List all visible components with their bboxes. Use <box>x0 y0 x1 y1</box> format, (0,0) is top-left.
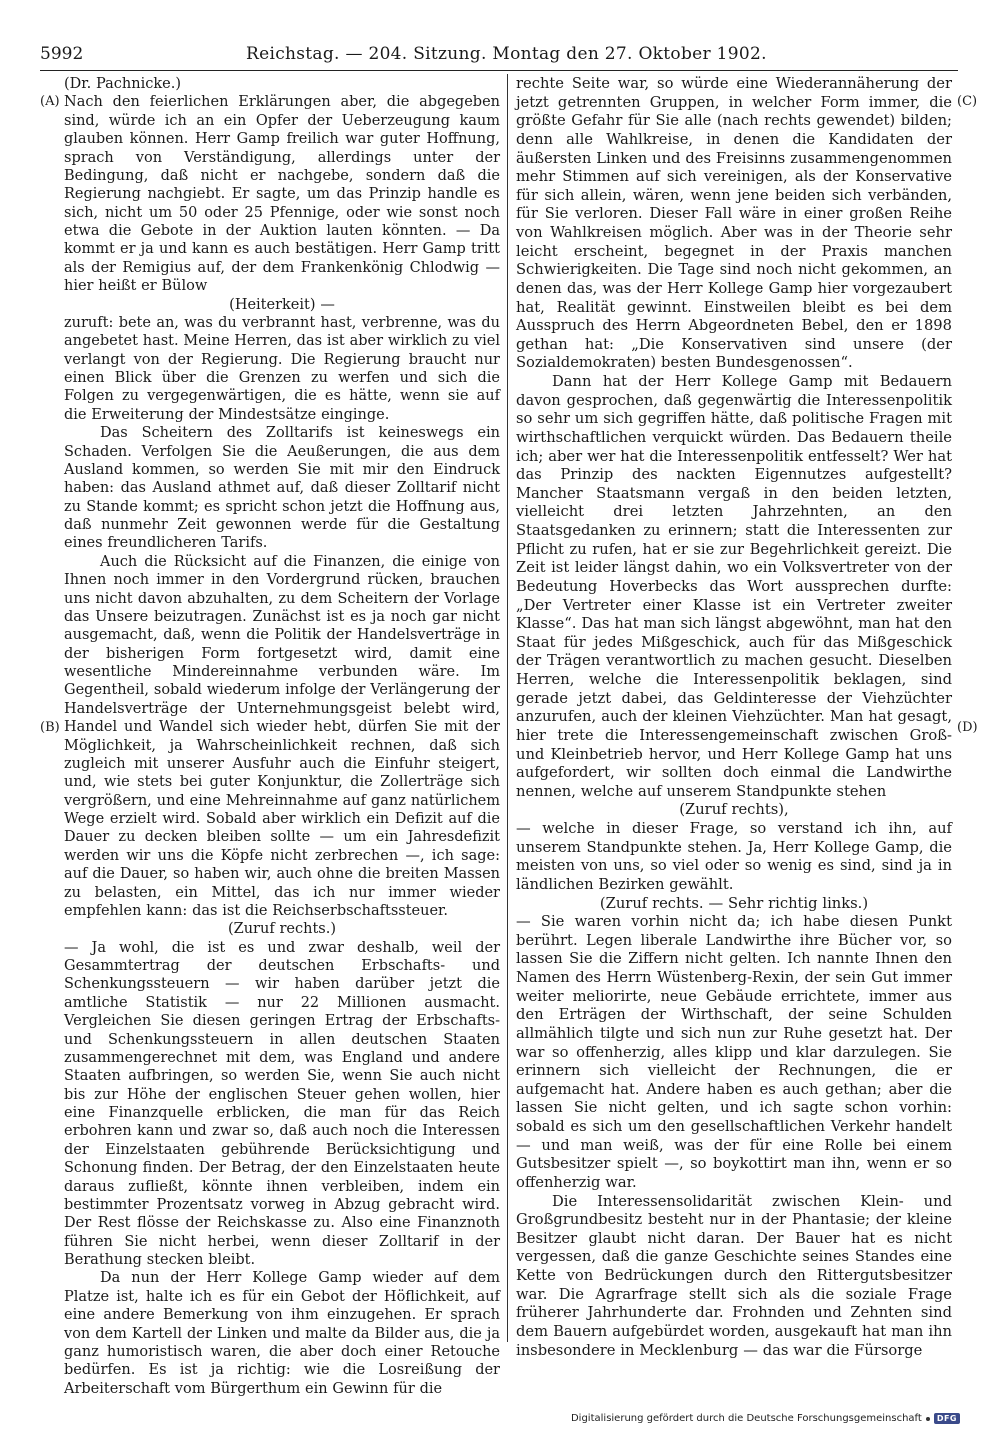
left-column <box>64 75 500 1398</box>
paragraph: zuruft: bete an, was du verbrannt hast, verbrenne, was du angebetet hast. Meine Herren, das ist aber wirklich zu viel verlangt von der Regierung. Die Regierung braucht nur einen Blick über die Grenzen zu werfen und sich die Folgen zu vergegenwärtigen, die es hätte, wenn sie auf die Erweiterung der Mindestsätze einginge. <box>64 314 500 423</box>
paragraph: Nach den feierlichen Erklärungen aber, die abgegeben sind, würde ich an ein Opfer der Ueberzeugung kaum glauben können. Herr Gamp freilich war guter Hoffnung, sprach von Verständigung, allerdings unter der Bedingung, daß nicht er nachgebe, sondern daß die Regierung nachgiebt. Er sagte, um das Prinzip handle es sich, nicht um 50 oder 25 Pfennige, oder wie sonst noch etwa die Gebote in der Auktion lauten könnten. — Da kommt er ja und kann es auch bestätigen. Herr Gamp tritt als der Remigius auf, der dem Frankenkönig Chlodwig — hier heißt er Bülow <box>64 94 500 295</box>
paragraph: rechte Seite war, so würde eine Wiederannäherung der jetzt getrennten Gruppen, in welcher Form immer, die größte Gefahr für Sie alle (nach rechts gewendet) bilden; denn alle Wahlkreise, in denen die Kandidaten der äußersten Linken und des Freisinns zusammengenommen mehr Stimmen auf sich vereinigen, als der Konservative für sich allein, wären, wenn jene beiden sich verbänden, für Sie verloren. Dieser Fall wäre in einer großen Reihe von Wahlkreisen möglich. Aber was in der Theorie sehr leicht erscheint, begegnet in der Praxis manchen Schwierigkeiten. Die Tage sind noch nicht gekommen, an denen das, was der Herr Kollege Gamp hier vorgezaubert hat, Realität gewinnt. Einstweilen bleibt es bei dem Ausspruch des Herrn Abgeordneten Bebel, den er 1898 gethan hat: „Die Konservativen sind unsere (der Sozialdemokraten) besten Bundesgenossen“. <box>516 75 952 372</box>
paragraph: Auch die Rücksicht auf die Finanzen, die einige von Ihnen noch immer in den Vordergrund rücken, brauchen uns nicht davon abzuhalten, zu dem Scheitern der Vorlage das Unsere beizutragen. Zunächst ist es ja noch gar nicht ausgemacht, daß, wenn die Politik der Handelsverträge in der bisherigen Form fortgesetzt wird, damit eine wesentliche Mindereinnahme verbunden wäre. Im Gegentheil, sobald wiederum infolge der Verlängerung der Handelsverträge der Unternehmungsgeist belebt wird, Handel und Wandel sich wieder hebt, dürfen Sie mit der Möglichkeit, ja Wahrscheinlichkeit rechnen, daß sich zugleich mit unserer Ausfuhr auch die Einfuhr steigert, und, wie stets bei guter Konjunktur, die Zollerträge sich vergrößern, und eine Mehreinnahme auf ganz natürlichem Wege erzielt wird. Sobald aber wirklich ein Defizit auf die Dauer zu decken bleiben sollte — um ein Jahresdefizit werden wir uns die Köpfe nicht zerbrechen —, ich sage: auf die Dauer, so haben wir, auch ohne die breiten Massen zu belasten, ein Mittel, das ich nur immer wieder empfehlen kann: das ist die Reichserbschaftssteuer. <box>64 553 500 919</box>
margin-mark-c: (C) <box>957 94 978 109</box>
paragraph: — Sie waren vorhin nicht da; ich habe diesen Punkt berührt. Legen liberale Landwirthe ihre Bücher vor, so lassen Sie die Ziffern nicht gelten. Ich nannte Ihnen den Namen des Herrn Wüstenberg-Rexin, der sein Gut immer weiter meliorirte, neue Gebäude errichtete, immer aus den Erträgen der Wirthschaft, der seine Schulden allmählich tilgte und sich nun zur Ruhe gesetzt hat. Der war so offenherzig, alles klipp und klar darzulegen. Sie erinnern sich vielleicht der Rechnungen, die er aufgemacht hat. Andere haben es auch gethan; aber die lassen Sie nicht gelten, und ich sagte schon vorhin: sobald es sich um den gesellschaftlichen Verkehr handelt — und man weiß, was der für eine Rolle bei einem Gutsbesitzer spielt —, so boykottirt man ihn, wenn er so offenherzig war. <box>516 913 952 1191</box>
paragraph: Die Interessensolidarität zwischen Klein- und Großgrundbesitz besteht nur in der Phantasie; der kleine Besitzer glaubt nicht daran. Der Bauer hat es nicht vergessen, daß die ganze Geschichte seines Standes eine Kette von Bedrückungen durch den Rittergutsbesitzer war. Die Agrarfrage stellt sich als die soziale Frage früherer Jahrhunderte dar. Frohnden und Zehnten sind dem Bauern aufgebürdet worden, ausgekauft hat man ihn insbesondere in Mecklenburg — das war die Fürsorge <box>516 1192 952 1359</box>
column-divider <box>507 74 508 1342</box>
margin-mark-d: (D) <box>957 720 978 735</box>
interjection: (Zuruf rechts. — Sehr richtig links.) <box>599 894 869 912</box>
interjection: (Heiterkeit) — <box>229 296 335 313</box>
right-column <box>516 75 952 1360</box>
margin-mark-a: (A) <box>40 94 60 109</box>
paragraph: — Ja wohl, die ist es und zwar deshalb, weil der Gesammtertrag der deutschen Erbschafts- und Schenkungssteuern — wir haben darüber jetzt die amtliche Statistik — nur 22 Millionen ausmacht. Vergleichen Sie diesen geringen Ertrag der Erbschafts- und Schenkungssteuern in allen deutschen Staaten zusammengerechnet mit dem, was England und andere Staaten aufbringen, so werden Sie, wenn Sie auch nicht bis zur Höhe der englischen Steuer gehen wollen, hier eine Finanzquelle erblicken, die man für das Reich erbohren kann und zwar so, daß auch noch die Interessen der Einzelstaaten gebührende Berücksichtigung und Schonung finden. Der Betrag, der den Einzelstaaten heute daraus zufließt, könnte ihnen verbleiben, indem ein bestimmter Prozentsatz vorweg in Abzug gebracht wird. Der Rest flösse der Reichskasse zu. Also eine Finanznoth führen Sie nicht herbei, wenn dieser Zolltarif in der Berathung stecken bleibt. <box>64 939 500 1268</box>
paragraph: Dann hat der Herr Kollege Gamp mit Bedauern davon gesprochen, daß gegenwärtig die Interessenpolitik so sehr um sich gegriffen hätte, daß politische Fragen mit wirthschaftlichen verquickt würden. Das Bedauern theile ich; aber wer hat die Interessenpolitik entfesselt? Wer hat das Prinzip des nackten Eigennutzes aufgestellt? Mancher Staatsmann vergaß in den beiden letzten, vielleicht drei letzten Jahrzehnten, an den Staatsgedanken zu erinnern; statt die Interessenten zur Pflicht zu rufen, hat er sie zur Begehrlichkeit gereizt. Die Zeit ist leider längst dahin, wo ein Volksvertreter von der Bedeutung Hoverbecks das Wort aussprechen durfte: „Der Vertreter einer Klasse ist ein Vertreter zweiter Klasse“. Das hat man sich längst abgewöhnt, man hat den Staat für jedes Mißgeschick, auch für das Mißgeschick der Trägen verantwortlich zu machen gesucht. Dieselben Herren, welche die Interessenpolitik beklagen, sind gerade jetzt dabei, das Geldinteresse der Viehzüchter anzurufen, auch der kleinen Viehzüchter. Man hat gesagt, hier trete die Interessengemeinschaft zwischen Groß- und Kleinbetrieb hervor, und Herr Kollege Gamp hat uns aufgefordert, wir sollten doch einmal die Landwirthe nennen, welche auf unserem Standpunkte stehen <box>516 373 952 800</box>
footer <box>571 1413 960 1424</box>
running-title: Reichstag. — 204. Sitzung. Montag den 27. Oktober 1902. <box>246 44 767 64</box>
paragraph: Da nun der Herr Kollege Gamp wieder auf dem Platze ist, halte ich es für ein Gebot der Höflichkeit, auf eine andere Bemerkung von ihm einzugehen. Er sprach von dem Kartell der Linken und malte da Bilder aus, die ja ganz humoristisch waren, die aber doch einer Retouche bedürfen. Es ist ja richtig: wie die Losreißung der Arbeiterschaft vom Bürgerthum ein Gewinn für die <box>64 1270 500 1397</box>
footer-text: Digitalisierung gefördert durch die Deutsche Forschungsgemeinschaft <box>570 1413 922 1424</box>
paragraph: Das Scheitern des Zolltarifs ist keineswegs ein Schaden. Verfolgen Sie die Aeußerungen, die aus dem Ausland kommen, so werden Sie mit mir den Eindruck haben: das Ausland athmet auf, daß dieser Zolltarif nicht zu Stande kommt; es spricht schon jetzt die Hoffnung aus, daß nunmehr Zeit gewonnen werde für die Gestaltung eines freundlicheren Tarifs. <box>64 425 500 552</box>
dfg-logo-icon: DFG <box>934 1413 960 1424</box>
paragraph: — welche in dieser Frage, so verstand ich ihn, auf unserem Standpunkte stehen. Ja, Herr Kollege Gamp, die meisten von uns, so viel oder so wenig es sind, sind ja in ländlichen Bezirken gewählt. <box>516 820 952 893</box>
header-rule <box>40 70 958 71</box>
margin-mark-b: (B) <box>40 720 60 735</box>
page-number: 5992 <box>40 44 84 64</box>
speaker-name: (Dr. Pachnicke.) <box>64 76 181 92</box>
bullet-icon <box>926 1417 930 1421</box>
interjection: (Zuruf rechts.) <box>227 921 337 938</box>
page-header <box>40 44 958 66</box>
interjection: (Zuruf rechts), <box>679 801 789 819</box>
